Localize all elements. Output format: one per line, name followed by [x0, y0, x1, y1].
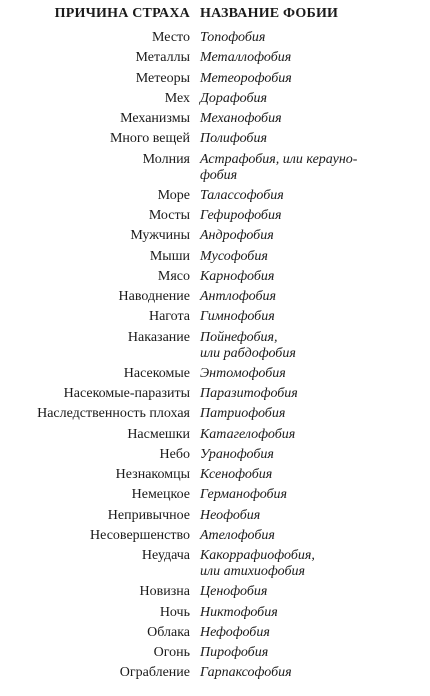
fear-cause: Ограбление — [119, 665, 190, 681]
fear-cause: Мыши — [149, 248, 190, 264]
fear-cause: Огонь — [153, 645, 190, 660]
table-row — [0, 506, 430, 526]
table-row — [0, 663, 430, 683]
fear-cause: Насекомые-паразиты — [63, 386, 190, 401]
phobia-name: Металлофобия — [200, 50, 292, 66]
table-row — [0, 150, 430, 186]
phobia-name: Ателофобия — [200, 527, 275, 543]
phobia-name: Талассофобия — [200, 187, 284, 203]
phobia-name: Метеорофобия — [200, 70, 292, 86]
fear-cause: Мясо — [157, 268, 190, 284]
header-phobia: НАЗВАНИЕ ФОБИИ — [200, 6, 339, 21]
table-row — [0, 69, 430, 89]
phobia-name: Мусофобия — [200, 248, 268, 264]
table-row — [0, 247, 430, 267]
fear-cause: Молния — [142, 151, 190, 167]
phobia-name: Неофобия — [200, 507, 261, 523]
phobia-name: Дорафобия — [200, 90, 268, 106]
phobia-name: Уранофобия — [200, 446, 274, 462]
fear-cause: Насекомые — [123, 365, 190, 381]
phobia-name: Карнофобия — [200, 268, 275, 284]
fear-cause: Непривычное — [107, 507, 190, 523]
table-row — [0, 465, 430, 485]
table-row — [0, 526, 430, 546]
phobia-name: Ксенофобия — [200, 467, 273, 482]
table-row — [0, 307, 430, 327]
table-row — [0, 267, 430, 287]
phobia-name: Патриофобия — [200, 406, 286, 422]
fear-cause: Много вещей — [109, 131, 190, 147]
phobia-name: Паразитофобия — [200, 386, 298, 401]
phobia-name: Нефофобия — [200, 624, 270, 640]
phobia-name: Полифобия — [200, 131, 267, 147]
table-row — [0, 445, 430, 465]
phobia-name: Гарпаксофобия — [200, 665, 292, 681]
phobia-name: Гефирофобия — [200, 208, 282, 223]
phobia-name: Топофобия — [200, 30, 266, 45]
fear-cause: Насмешки — [127, 426, 190, 442]
table-row — [0, 109, 430, 129]
fear-cause: Неудача — [141, 548, 190, 563]
header-cause: ПРИЧИНА СТРАХА — [54, 6, 190, 21]
fear-cause: Немецкое — [131, 487, 190, 503]
table-row — [0, 546, 430, 582]
phobia-name: Астрафобия, или керауно- фобия — [200, 151, 358, 183]
fear-cause: Метеоры — [135, 70, 190, 86]
fear-cause: Место — [152, 30, 190, 45]
fear-cause: Облака — [147, 624, 190, 640]
phobia-name: Пирофобия — [200, 645, 269, 660]
table-row — [0, 364, 430, 384]
fear-cause: Ночь — [159, 604, 190, 620]
fear-cause: Нагота — [148, 309, 190, 325]
table-header — [0, 6, 430, 26]
table-row — [0, 623, 430, 643]
table-row — [0, 643, 430, 663]
table-row — [0, 28, 430, 48]
table-row — [0, 384, 430, 404]
table-row — [0, 89, 430, 109]
phobia-name: Ценофобия — [200, 584, 268, 600]
table-row — [0, 287, 430, 307]
phobia-name: Никтофобия — [200, 604, 278, 620]
table-row — [0, 582, 430, 602]
table-row — [0, 48, 430, 68]
table-row — [0, 485, 430, 505]
table-row — [0, 404, 430, 424]
phobia-list — [0, 28, 430, 684]
phobia-name: Антлофобия — [200, 289, 277, 304]
fear-cause: Мех — [164, 90, 190, 106]
phobia-name: Пойнефобия, или рабдофобия — [200, 329, 296, 361]
fear-cause: Металлы — [135, 50, 190, 66]
phobia-name: Энтомофобия — [200, 365, 286, 381]
table-row — [0, 186, 430, 206]
table-row — [0, 129, 430, 149]
phobia-name: Андрофобия — [200, 228, 274, 244]
table-row — [0, 425, 430, 445]
fear-cause: Небо — [159, 446, 190, 462]
phobia-name: Механофобия — [200, 111, 282, 126]
fear-cause: Мужчины — [130, 228, 190, 244]
phobia-name: Какоррафиофобия, или атихиофобия — [200, 548, 315, 579]
fear-cause: Несовершенство — [90, 527, 190, 543]
fear-cause: Наследственность плохая — [37, 406, 190, 422]
fear-cause: Наказание — [127, 329, 190, 345]
fear-cause: Новизна — [139, 584, 190, 600]
fear-cause: Незнакомцы — [115, 467, 190, 482]
fear-cause: Механизмы — [120, 111, 190, 126]
table-row — [0, 206, 430, 226]
table-row — [0, 226, 430, 246]
table-row — [0, 603, 430, 623]
fear-cause: Мосты — [148, 208, 190, 223]
phobia-name: Катагелофобия — [200, 426, 296, 442]
table-row — [0, 328, 430, 364]
phobia-name: Германофобия — [200, 487, 288, 503]
phobia-name: Гимнофобия — [200, 309, 275, 325]
fear-cause: Наводнение — [118, 289, 190, 304]
fear-cause: Море — [157, 187, 190, 203]
